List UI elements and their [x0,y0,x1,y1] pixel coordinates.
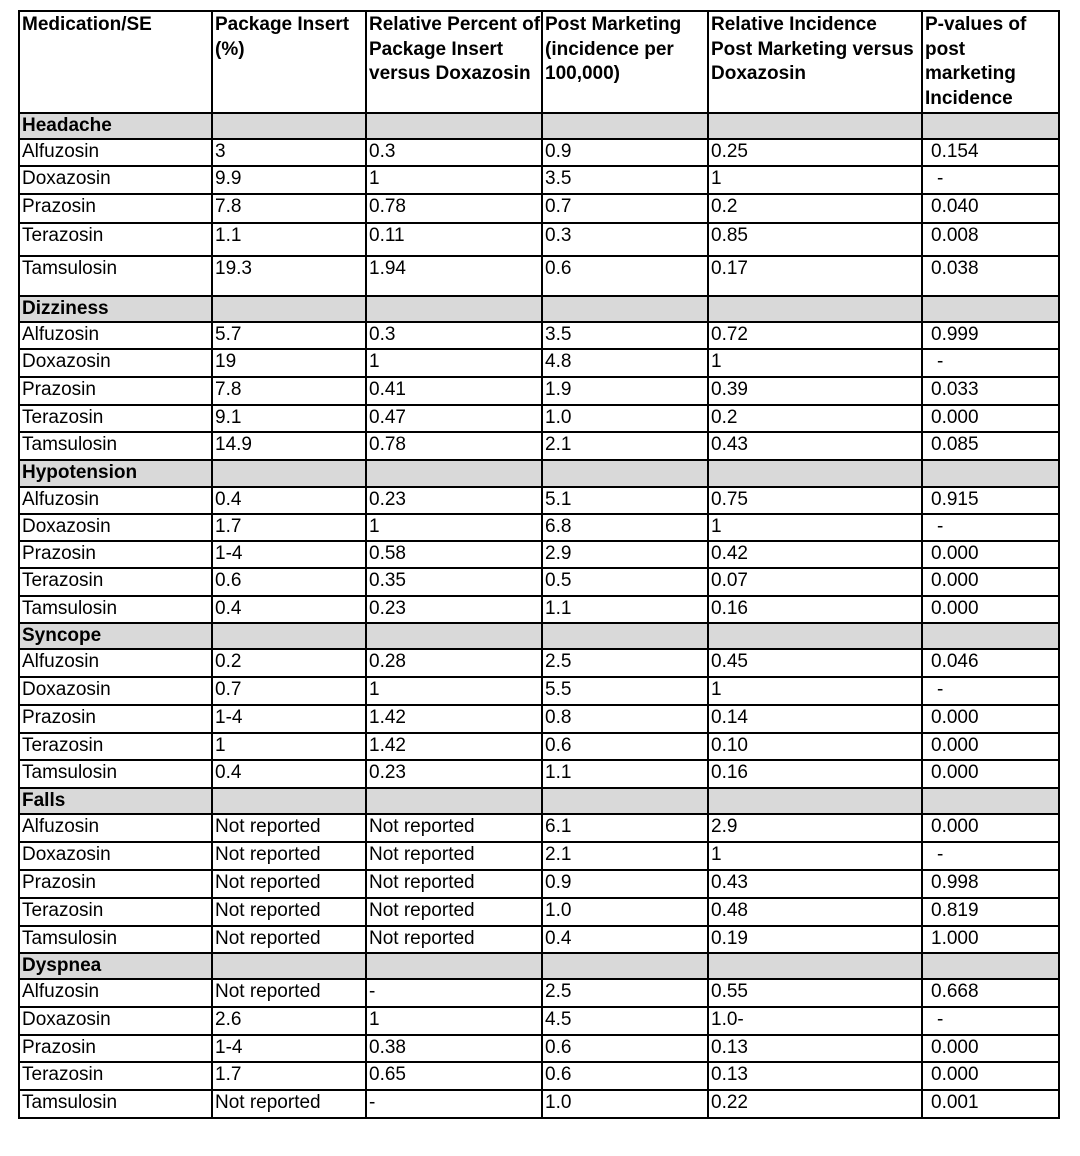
group-row [19,460,1059,487]
cell-package-insert: Not reported [212,898,366,926]
table-row [19,322,1059,349]
cell-p-value: 0.001 [922,1090,1059,1118]
group-empty-cell [708,953,922,979]
table-row [19,870,1059,898]
cell-package-insert: 9.1 [212,405,366,432]
table-row [19,814,1059,842]
cell-p-value: 0.000 [922,705,1059,733]
cell-relative-percent: 0.11 [366,223,542,256]
table-row [19,1090,1059,1118]
cell-relative-incidence: 0.2 [708,194,922,223]
cell-medication: Tamsulosin [19,596,212,623]
cell-relative-incidence: 0.10 [708,733,922,760]
cell-relative-percent: 0.41 [366,377,542,405]
cell-post-marketing: 2.9 [542,541,708,568]
cell-medication: Alfuzosin [19,487,212,514]
group-row [19,623,1059,649]
side-effects-table [18,10,1060,1119]
cell-medication: Tamsulosin [19,432,212,460]
group-empty-cell [922,788,1059,814]
cell-p-value: 0.154 [922,139,1059,166]
column-header-relative-incidence: Relative Incidence Post Marketing versus Doxazosin [708,11,922,113]
cell-relative-percent: 1.94 [366,256,542,296]
cell-package-insert: 1-4 [212,541,366,568]
cell-relative-incidence: 0.07 [708,568,922,596]
cell-medication: Terazosin [19,898,212,926]
group-empty-cell [922,623,1059,649]
table-row [19,705,1059,733]
group-empty-cell [212,296,366,322]
cell-medication: Terazosin [19,405,212,432]
table-row [19,677,1059,705]
cell-medication: Prazosin [19,870,212,898]
group-empty-cell [366,296,542,322]
cell-p-value: 0.000 [922,1035,1059,1062]
cell-relative-incidence: 0.22 [708,1090,922,1118]
cell-package-insert: 0.4 [212,596,366,623]
cell-post-marketing: 1.1 [542,760,708,788]
cell-relative-incidence: 0.72 [708,322,922,349]
table-row [19,842,1059,870]
column-header-p-values: P-values of post marketing Incidence [922,11,1059,113]
group-empty-cell [366,623,542,649]
cell-medication: Alfuzosin [19,322,212,349]
cell-relative-percent: Not reported [366,926,542,953]
cell-relative-percent: - [366,979,542,1007]
cell-post-marketing: 1.9 [542,377,708,405]
cell-medication: Doxazosin [19,349,212,377]
cell-p-value: 0.668 [922,979,1059,1007]
group-empty-cell [922,460,1059,487]
cell-package-insert: 19.3 [212,256,366,296]
group-row [19,296,1059,322]
cell-relative-percent: 0.3 [366,139,542,166]
cell-relative-percent: 0.47 [366,405,542,432]
cell-relative-incidence: 0.13 [708,1035,922,1062]
cell-package-insert: 0.4 [212,487,366,514]
cell-p-value: 0.000 [922,596,1059,623]
cell-relative-incidence: 0.75 [708,487,922,514]
cell-relative-incidence: 0.16 [708,760,922,788]
cell-relative-percent: 1 [366,349,542,377]
table-row [19,926,1059,953]
cell-p-value: 0.038 [922,256,1059,296]
cell-post-marketing: 0.9 [542,139,708,166]
cell-relative-percent: 0.58 [366,541,542,568]
cell-relative-incidence: 1 [708,514,922,541]
group-empty-cell [542,296,708,322]
group-empty-cell [366,460,542,487]
table-row [19,194,1059,223]
cell-post-marketing: 2.1 [542,432,708,460]
group-empty-cell [212,788,366,814]
table-row [19,596,1059,623]
cell-relative-incidence: 1 [708,166,922,194]
group-empty-cell [542,113,708,139]
cell-p-value: - [922,1007,1059,1035]
cell-relative-percent: 1 [366,514,542,541]
cell-relative-percent: 0.65 [366,1062,542,1090]
group-label: Dizziness [19,296,212,322]
cell-p-value: 1.000 [922,926,1059,953]
cell-relative-percent: Not reported [366,814,542,842]
cell-p-value: 0.000 [922,541,1059,568]
cell-relative-percent: Not reported [366,898,542,926]
cell-package-insert: 1.7 [212,514,366,541]
cell-medication: Alfuzosin [19,979,212,1007]
group-empty-cell [212,460,366,487]
cell-relative-incidence: 2.9 [708,814,922,842]
cell-package-insert: 7.8 [212,377,366,405]
group-empty-cell [366,113,542,139]
cell-relative-percent: 0.78 [366,432,542,460]
cell-package-insert: 1.7 [212,1062,366,1090]
group-empty-cell [708,788,922,814]
cell-p-value: - [922,677,1059,705]
table-row [19,405,1059,432]
cell-relative-percent: 0.23 [366,760,542,788]
group-empty-cell [212,953,366,979]
group-empty-cell [366,788,542,814]
table-row [19,256,1059,296]
cell-p-value: 0.998 [922,870,1059,898]
group-empty-cell [542,953,708,979]
cell-medication: Terazosin [19,733,212,760]
cell-medication: Tamsulosin [19,926,212,953]
cell-relative-percent: 1.42 [366,733,542,760]
cell-relative-incidence: 0.2 [708,405,922,432]
group-empty-cell [708,623,922,649]
table-row [19,898,1059,926]
cell-post-marketing: 1.0 [542,1090,708,1118]
cell-relative-incidence: 0.16 [708,596,922,623]
table-row [19,487,1059,514]
cell-p-value: - [922,514,1059,541]
cell-relative-percent: Not reported [366,842,542,870]
group-label: Falls [19,788,212,814]
cell-relative-incidence: 1.0- [708,1007,922,1035]
cell-package-insert: 1 [212,733,366,760]
cell-medication: Doxazosin [19,514,212,541]
cell-p-value: 0.000 [922,405,1059,432]
cell-package-insert: 19 [212,349,366,377]
cell-package-insert: Not reported [212,1090,366,1118]
cell-package-insert: 9.9 [212,166,366,194]
cell-post-marketing: 0.6 [542,733,708,760]
cell-medication: Alfuzosin [19,649,212,677]
cell-package-insert: 0.6 [212,568,366,596]
table-row [19,349,1059,377]
cell-package-insert: 1.1 [212,223,366,256]
cell-p-value: 0.000 [922,733,1059,760]
cell-post-marketing: 5.1 [542,487,708,514]
cell-relative-incidence: 0.43 [708,870,922,898]
cell-relative-incidence: 0.25 [708,139,922,166]
cell-relative-percent: 1 [366,1007,542,1035]
cell-relative-incidence: 0.39 [708,377,922,405]
group-empty-cell [922,953,1059,979]
cell-p-value: - [922,166,1059,194]
cell-package-insert: 2.6 [212,1007,366,1035]
cell-package-insert: 14.9 [212,432,366,460]
cell-post-marketing: 5.5 [542,677,708,705]
cell-relative-incidence: 1 [708,349,922,377]
cell-medication: Terazosin [19,223,212,256]
cell-p-value: 0.999 [922,322,1059,349]
group-empty-cell [542,788,708,814]
cell-package-insert: 7.8 [212,194,366,223]
cell-relative-incidence: 0.13 [708,1062,922,1090]
cell-medication: Alfuzosin [19,139,212,166]
group-empty-cell [922,113,1059,139]
cell-package-insert: 3 [212,139,366,166]
table-row [19,979,1059,1007]
table-row [19,514,1059,541]
group-empty-cell [212,113,366,139]
cell-relative-incidence: 0.42 [708,541,922,568]
cell-medication: Doxazosin [19,677,212,705]
column-header-relative-percent: Relative Percent of Package Insert versus Doxazosin [366,11,542,113]
cell-package-insert: 1-4 [212,705,366,733]
cell-p-value: 0.033 [922,377,1059,405]
group-label: Syncope [19,623,212,649]
cell-medication: Prazosin [19,194,212,223]
cell-p-value: 0.915 [922,487,1059,514]
cell-p-value: 0.819 [922,898,1059,926]
cell-relative-incidence: 0.45 [708,649,922,677]
table-row [19,1035,1059,1062]
cell-relative-percent: - [366,1090,542,1118]
cell-post-marketing: 0.8 [542,705,708,733]
cell-relative-percent: Not reported [366,870,542,898]
group-empty-cell [922,296,1059,322]
group-empty-cell [542,460,708,487]
cell-relative-incidence: 1 [708,677,922,705]
cell-post-marketing: 2.5 [542,649,708,677]
cell-p-value: 0.046 [922,649,1059,677]
group-empty-cell [212,623,366,649]
cell-post-marketing: 6.1 [542,814,708,842]
table-row [19,541,1059,568]
table-row [19,377,1059,405]
group-empty-cell [708,296,922,322]
cell-relative-percent: 0.3 [366,322,542,349]
cell-p-value: 0.085 [922,432,1059,460]
cell-post-marketing: 0.6 [542,256,708,296]
column-header-post-marketing: Post Marketing (incidence per 100,000) [542,11,708,113]
cell-relative-incidence: 0.14 [708,705,922,733]
cell-package-insert: Not reported [212,926,366,953]
group-empty-cell [708,460,922,487]
cell-medication: Doxazosin [19,166,212,194]
cell-post-marketing: 0.4 [542,926,708,953]
cell-medication: Alfuzosin [19,814,212,842]
cell-relative-percent: 1.42 [366,705,542,733]
table-row [19,649,1059,677]
cell-post-marketing: 4.5 [542,1007,708,1035]
cell-medication: Prazosin [19,541,212,568]
table-row [19,432,1059,460]
cell-relative-incidence: 0.19 [708,926,922,953]
cell-post-marketing: 2.5 [542,979,708,1007]
cell-medication: Tamsulosin [19,1090,212,1118]
cell-post-marketing: 0.6 [542,1035,708,1062]
cell-relative-percent: 0.23 [366,596,542,623]
cell-p-value: - [922,842,1059,870]
cell-relative-percent: 1 [366,166,542,194]
cell-relative-incidence: 1 [708,842,922,870]
cell-medication: Doxazosin [19,1007,212,1035]
cell-relative-incidence: 0.85 [708,223,922,256]
table-row [19,1062,1059,1090]
group-empty-cell [542,623,708,649]
cell-post-marketing: 1.0 [542,898,708,926]
cell-relative-percent: 0.38 [366,1035,542,1062]
cell-relative-percent: 1 [366,677,542,705]
cell-post-marketing: 0.7 [542,194,708,223]
cell-medication: Terazosin [19,568,212,596]
cell-package-insert: 0.7 [212,677,366,705]
cell-medication: Tamsulosin [19,256,212,296]
group-label: Dyspnea [19,953,212,979]
cell-post-marketing: 6.8 [542,514,708,541]
cell-post-marketing: 3.5 [542,322,708,349]
column-header-package-insert: Package Insert (%) [212,11,366,113]
cell-post-marketing: 4.8 [542,349,708,377]
header-row [19,11,1059,113]
cell-medication: Prazosin [19,377,212,405]
cell-p-value: 0.008 [922,223,1059,256]
cell-medication: Prazosin [19,1035,212,1062]
cell-relative-percent: 0.28 [366,649,542,677]
table-row [19,568,1059,596]
cell-p-value: 0.000 [922,1062,1059,1090]
cell-post-marketing: 0.3 [542,223,708,256]
cell-package-insert: Not reported [212,814,366,842]
group-label: Headache [19,113,212,139]
group-empty-cell [366,953,542,979]
cell-post-marketing: 0.6 [542,1062,708,1090]
cell-package-insert: 0.4 [212,760,366,788]
cell-package-insert: Not reported [212,842,366,870]
table-row [19,139,1059,166]
cell-p-value: - [922,349,1059,377]
table-row [19,733,1059,760]
cell-p-value: 0.000 [922,814,1059,842]
cell-relative-incidence: 0.43 [708,432,922,460]
cell-medication: Prazosin [19,705,212,733]
cell-package-insert: 1-4 [212,1035,366,1062]
cell-package-insert: Not reported [212,979,366,1007]
cell-relative-percent: 0.35 [366,568,542,596]
cell-p-value: 0.040 [922,194,1059,223]
table-body [19,113,1059,1118]
cell-post-marketing: 2.1 [542,842,708,870]
group-empty-cell [708,113,922,139]
cell-package-insert: 5.7 [212,322,366,349]
cell-package-insert: Not reported [212,870,366,898]
cell-package-insert: 0.2 [212,649,366,677]
group-row [19,113,1059,139]
cell-post-marketing: 3.5 [542,166,708,194]
group-row [19,788,1059,814]
table-row [19,760,1059,788]
cell-post-marketing: 0.9 [542,870,708,898]
cell-post-marketing: 1.0 [542,405,708,432]
table-row [19,166,1059,194]
cell-relative-percent: 0.78 [366,194,542,223]
cell-post-marketing: 0.5 [542,568,708,596]
cell-medication: Tamsulosin [19,760,212,788]
cell-relative-incidence: 0.55 [708,979,922,1007]
cell-medication: Terazosin [19,1062,212,1090]
column-header-medication: Medication/SE [19,11,212,113]
table-row [19,223,1059,256]
cell-p-value: 0.000 [922,760,1059,788]
cell-relative-incidence: 0.17 [708,256,922,296]
cell-relative-incidence: 0.48 [708,898,922,926]
group-row [19,953,1059,979]
group-label: Hypotension [19,460,212,487]
cell-relative-percent: 0.23 [366,487,542,514]
cell-p-value: 0.000 [922,568,1059,596]
cell-medication: Doxazosin [19,842,212,870]
cell-post-marketing: 1.1 [542,596,708,623]
table-row [19,1007,1059,1035]
